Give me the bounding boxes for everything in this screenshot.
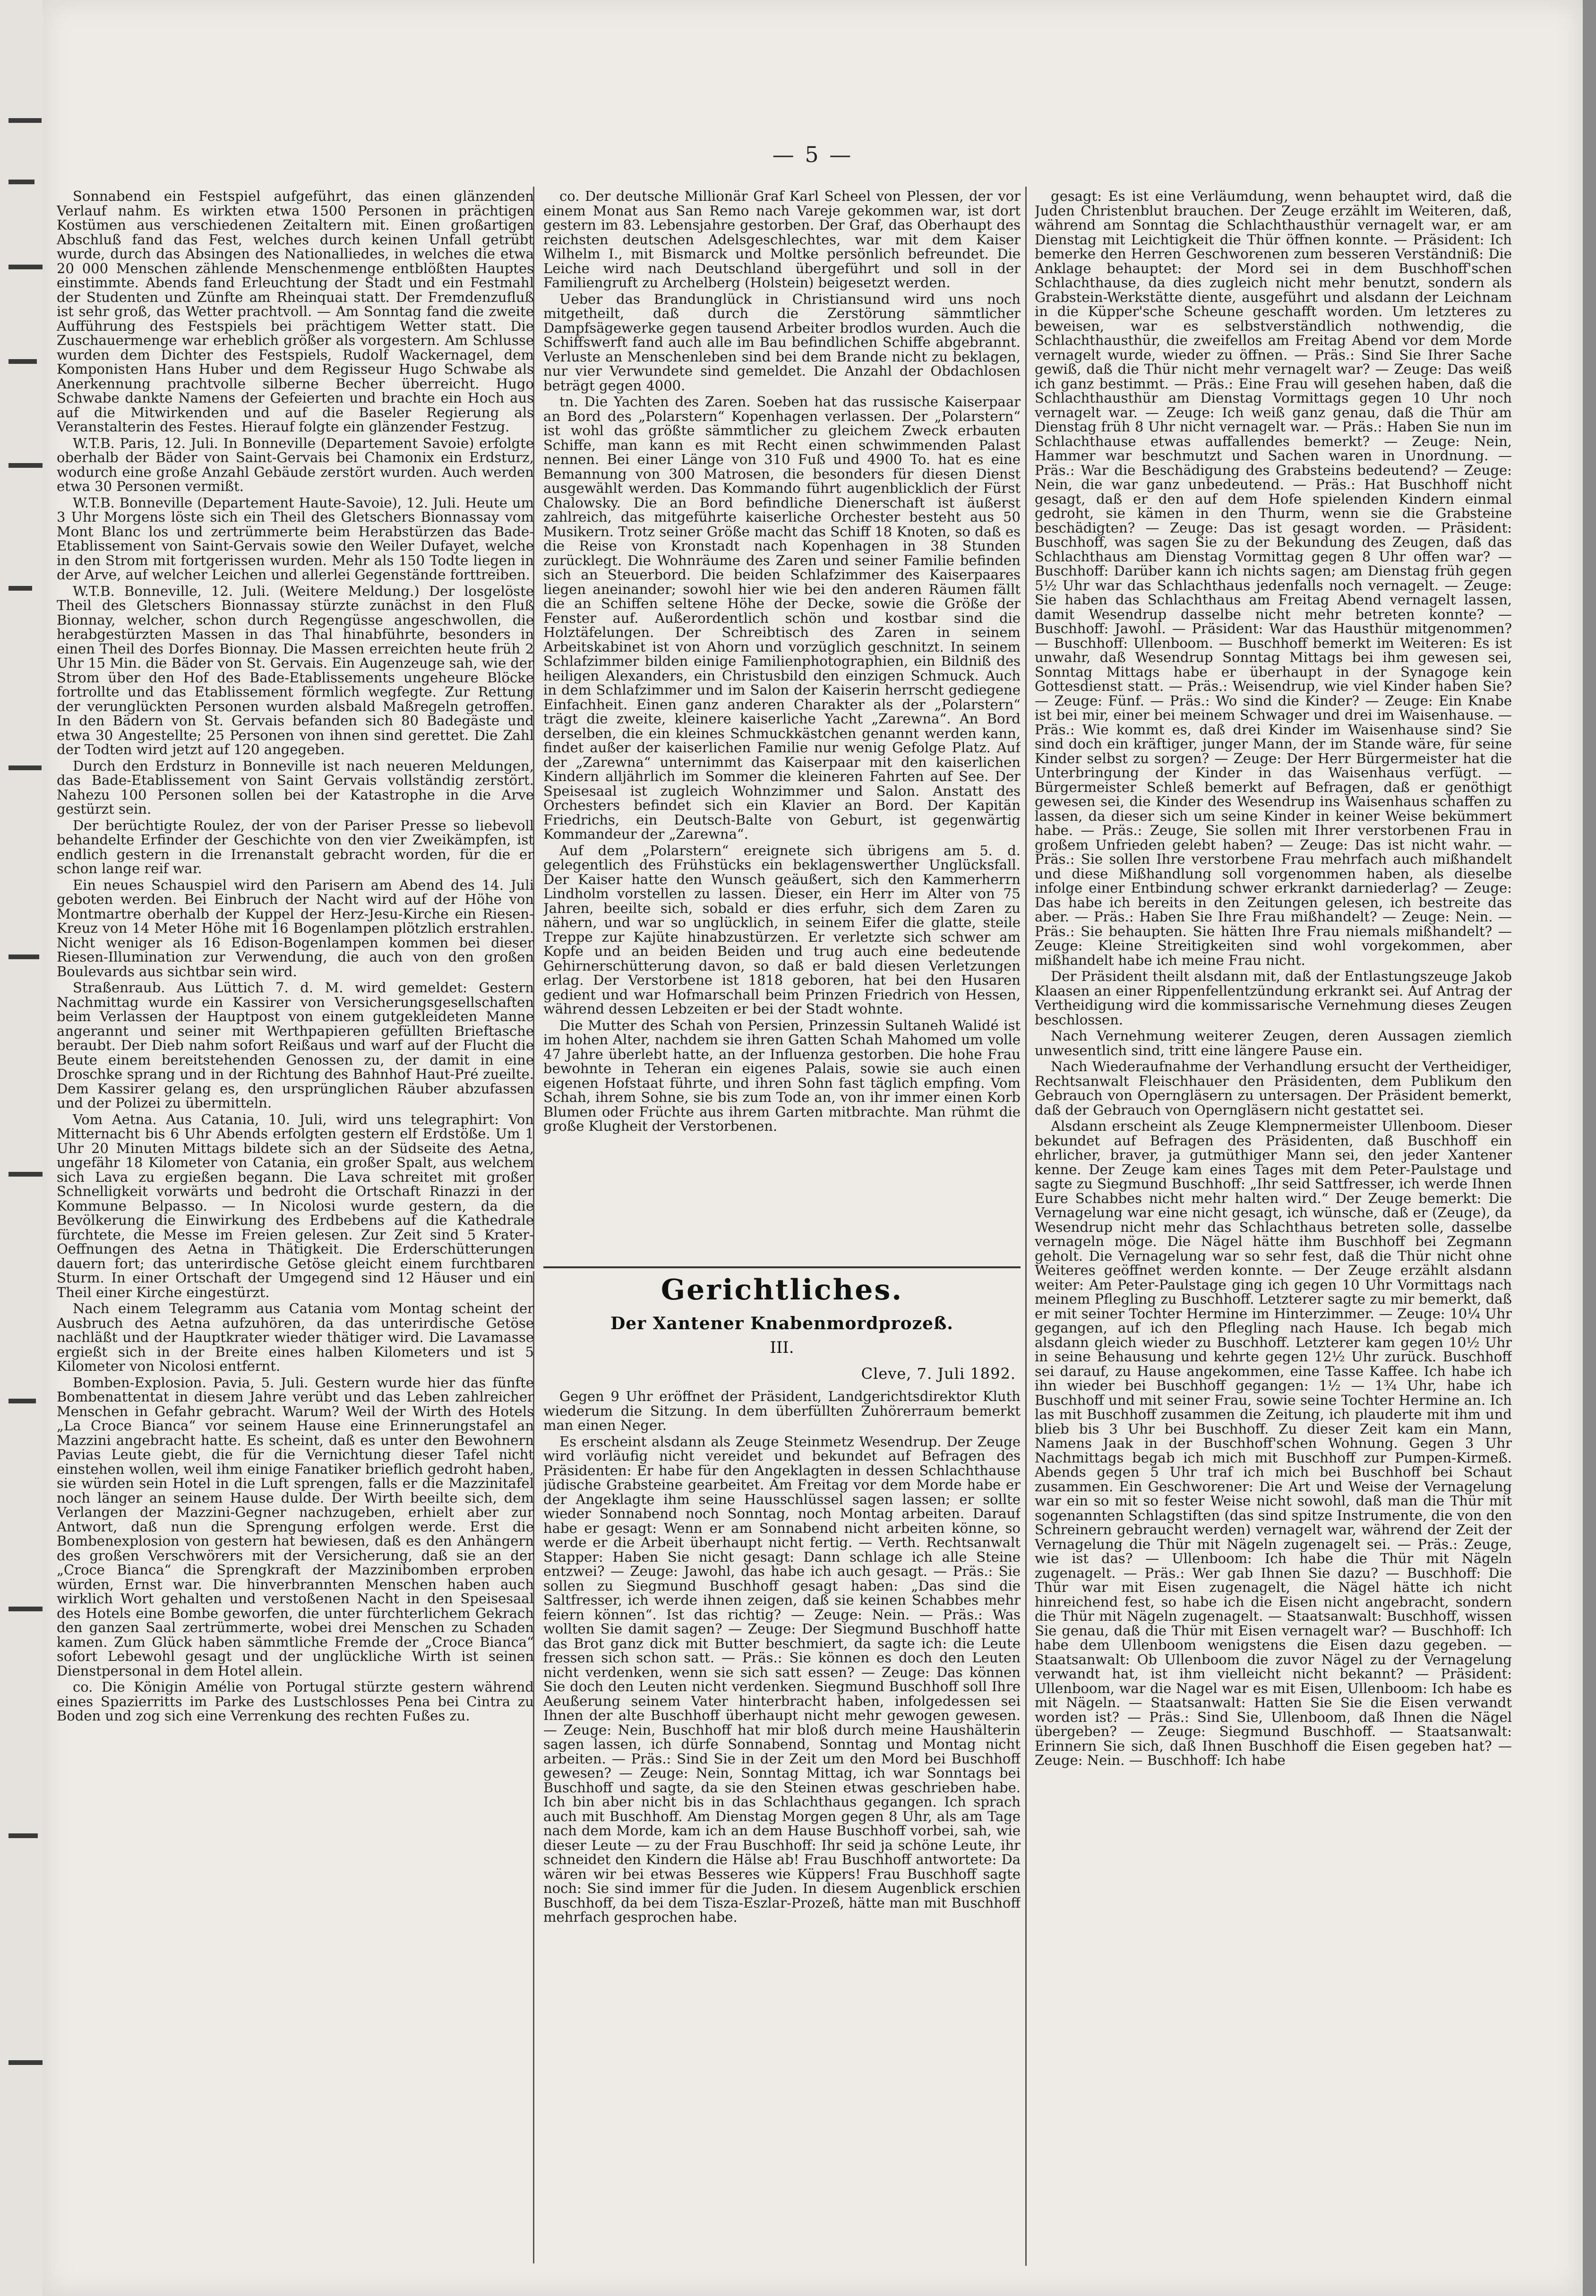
page-number: — 5 — xyxy=(772,142,853,167)
trial-part: III. xyxy=(770,1338,794,1357)
article-bonneville-weitere: W.T.B. Bonneville, 12. Juli. (Weitere Meldung.) Der losgelöste Theil des Gletschers Bionnassay stürzte zunächst in den Fluß Bionnay, welcher, schon durch Regengüsse angeschwollen, die herabgestürzten Massen in das Thal hinabführte, besonders in einen Theil des Dorfes Bionnay. Die Massen erreichten heute früh 2 Uhr 15 Min. die Bäder von St. Gervais. Ein Augenzeuge sah, wie der Strom über den Hof des Bade-Etablissements ungeheure Blöcke fortrollte und das Etablissement förmlich wegfegte. Zur Rettung der verunglückten Personen wurden alsbald Maßregeln getroffen. In den Bädern von St. Gervais befanden sich 80 Badegäste und etwa 30 Angestellte; 25 Personen von ihnen sind gerettet. Die Zahl der Todten wird jetzt auf 120 angegeben. xyxy=(57,583,534,757)
article-festspiel: Sonnabend ein Festspiel aufgeführt, das einen glänzenden Verlauf nahm. Es wirkten etwa 1500 Personen in prächtigen Kostümen aus verschiedenen Zeitaltern mit. Einen großartigen Abschluß fand das Fest, welches durch keinen Unfall getrübt wurde, durch das Absingen des Nationalliedes, in welches die etwa 20 000 Menschen zählende Menschenmenge entblößten Hauptes einstimmte. Abends fand Erleuchtung der Stadt und ein Festmahl der Studenten und Zünfte am Rheinquai statt. Der Fremdenzufluß ist sehr groß, das Wetter prachtvoll. — Am Sonntag fand die zweite Aufführung des Festspiels bei prächtigem Wetter statt. Die Zuschauermenge war erheblich größer als vorgestern. Am Schlusse wurden dem Dichter des Festspiels, Rudolf Wackernagel, dem Komponisten Hans Huber und dem Regisseur Hugo Schwabe als Anerkennung prachtvolle silberne Becher überreicht. Hugo Schwabe dankte Namens der Gefeierten und brachte ein Hoch aus auf die Mitwirkenden und auf die Baseler Regierung als Veranstalterin des Festes. Hierauf folgte ein glänzender Festzug. xyxy=(57,189,534,435)
article-millionaer: co. Der deutsche Millionär Graf Karl Scheel von Plessen, der vor einem Monat aus San Remo nach Vareje gekommen war, ist dort gestern im 83. Lebensjahre gestorben. Der Graf, das Oberhaupt des reichsten deutschen Adelsgeschlechtes, war mit dem Kaiser Wilhelm I., mit Bismarck und Moltke persönlich befreundet. Die Leiche wird nach Deutschland übergeführt und soll in der Familiengruft zu Archelberg (Holstein) beigesetzt werden. xyxy=(543,189,1021,291)
article-strassenraub: Straßenraub. Aus Lüttich 7. d. M. wird gemeldet: Gestern Nachmittag wurde ein Kassirer von Versicherungsgesellschaften beim Verlassen der Hauptpost von einem gutgekleideten Manne angerannt und seiner mit Werthpapieren gefüllten Brieftasche beraubt. Der Dieb nahm sofort Reißaus und warf auf der Flucht die Beute einem bereitstehenden Genossen zu, der damit in eine Droschke sprang und in der Richtung des Bahnhof Haut-Pré zueilte. Dem Kassirer gelang es, den ursprünglichen Räuber abzufassen und der Polizei zu übermitteln. xyxy=(57,980,534,1111)
column-1 xyxy=(57,189,534,2263)
trial-opening: Gegen 9 Uhr eröffnet der Präsident, Landgerichtsdirektor Kluth wiederum die Sitzung. In dem überfüllten Zuhörerraum bemerkt man einen Neger. xyxy=(543,1389,1021,1433)
article-brandunglueck: Ueber das Brandunglück in Christiansund wird uns noch mitgetheilt, daß durch die Zerstörung sämmtlicher Dampfsägewerke gegen tausend Arbeiter brodlos wurden. Auch die Schiffswerft fand auch alle im Bau befindlichen Schiffe abgebrannt. Verluste an Menschenleben sind bei dem Brande nicht zu beklagen, nur vier Verwundete sind gemeldet. Die Anzahl der Obdachlosen beträgt gegen 4000. xyxy=(543,291,1021,394)
trial-klaasen: Der Präsident theilt alsdann mit, daß der Entlastungszeuge Jakob Klaasen an einer Rippenfellentzündung erkrankt sei. Auf Antrag der Vertheidigung wird die kommissarische Vernehmung dieses Zeugen beschlossen. xyxy=(1035,968,1512,1028)
trial-continued: gesagt: Es ist eine Verläumdung, wenn behauptet wird, daß die Juden Christenblut brauchen. Der Zeuge erzählt im Weiteren, daß, während am Sonntag die Schlachthausthür vernagelt war, er am Dienstag mit Leichtigkeit die Thür öffnen konnte. — Präsident: Ich bemerke den Herren Geschworenen zum besseren Verständniß: Die Anklage behauptet: der Mord sei in dem Buschhoff'schen Schlachthause, da dies zugleich nicht mehr benutzt, sondern als Grabstein-Werkstätte diente, ausgeführt und alsdann der Leichnam in die Küpper'sche Scheune geschafft worden. Um letzteres zu beweisen, war es selbstverständlich nothwendig, die Schlachthausthür, die zweifellos am Freitag Abend vor dem Morde vernagelt wurde, wieder zu öffnen. — Präs.: Sind Sie Ihrer Sache gewiß, daß die Thür nicht mehr vernagelt war? — Zeuge: Das weiß ich ganz bestimmt. — Präs.: Eine Frau will gesehen haben, daß die Schlachthausthür am Dienstag Vormittags gegen 10 Uhr noch vernagelt war. — Zeuge: Ich weiß ganz genau, daß die Thür am Dienstag früh 8 Uhr nicht vernagelt war. — Präs.: Haben Sie nun im Schlachthause etwas auffallendes bemerkt? — Zeuge: Nein, Hammer war beschmutzt und Sachen waren in Unordnung. — Präs.: War die Beschädigung des Grabsteins bedeutend? — Zeuge: Nein, die war ganz unbedeutend. — Präs.: Hat Buschhoff nicht gesagt, daß er den auf dem Hofe spielenden Kindern einmal gedroht, sie kämen in den Thurm, wenn sie die Grabsteine beschädigten? — Zeuge: Das ist gesagt worden. — Präsident: Buschhoff, was sagen Sie zu der Bekundung des Zeugen, daß das Schlachthaus am Dienstag Vormittag gegen 8 Uhr offen war? — Buschhoff: Darüber kann ich nichts sagen; am Dienstag früh gegen 5½ Uhr war das Schlachthaus jedenfalls noch vernagelt. — Zeuge: Sie haben das Schlachthaus am Freitag Abend vernagelt lassen, damit Wesendrup dasselbe nicht mehr betreten konnte? — Buschhoff: Jawohl. — Präsident: War das Hausthür mitgenommen? — Buschhoff: Ullenboom. — Buschhoff bemerkt im Weiteren: Es ist unwahr, daß Wesendrup Sonntag Mittags bei ihm gewesen sei, Sonntag Mittags habe er überhaupt in der Synagoge kein Gottesdienst statt. — Präs.: Weisendrup, wie viel Kinder haben Sie? — Zeuge: Fünf. — Präs.: Wo sind die Kinder? — Zeuge: Ein Knabe ist bei mir, einer bei meinem Schwager und drei im Waisenhause. — Präs.: Wie kommt es, daß drei Kinder im Waisenhause sind? Sie sind doch ein kräftiger, junger Mann, der im Stande wäre, für seine Kinder selbst zu sorgen? — Zeuge: Der Herr Bürgermeister hat die Unterbringung der Kinder in das Waisenhaus verfügt. — Bürgermeister Schleß bemerkt auf Befragen, daß er genöthigt gewesen sei, die Kinder des Wesendrup ins Waisenhaus schaffen zu lassen, da dieser sich um seine Kinder in keiner Weise bekümmert habe. — Präs.: Zeuge, Sie sollen mit Ihrer verstorbenen Frau in großem Unfrieden gelebt haben? — Zeuge: Das ist nicht wahr. — Präs.: Sie sollen Ihre verstorbene Frau mehrfach auch mißhandelt und diese Mißhandlung soll vorgenommen haben, als dieselbe infolge einer Entbindung schwer erkrankt darniederlag? — Zeuge: Das habe ich bereits in den Zeitungen gelesen, ich bestreite das aber. — Präs.: Haben Sie Ihre Frau mißhandelt? — Zeuge: Nein. — Präs.: Sie behaupten. Sie hätten Ihre Frau niemals mißhandelt? — Zeuge: Kleine Streitigkeiten sind wohl vorgekommen, aber mißhandelt habe ich meine Frau nicht. xyxy=(1035,189,1512,968)
article-mutter-schah: Die Mutter des Schah von Persien, Prinzessin Sultaneh Walidé ist im hohen Alter, nachdem sie ihren Gatten Schah Mahomed um volle 47 Jahre überlebt hatte, an der Influenza gestorben. Die hohe Frau bewohnte in Teheran ein eigenes Palais, sowie sie auch einen eigenen Hofstaat führte, und ihren Sohn fast täglich empfing. Vom Schah, ihrem Sohne, sie bis zum Tode an, von ihr immer einen Korb Blumen oder Früchte aus ihrem Garten mitbrachte. Man rühmt die große Klugheit der Verstorbenen. xyxy=(543,1017,1021,1134)
section-title: Gerichtliches. xyxy=(661,1273,903,1307)
trial-operngläser: Nach Wiederaufnahme der Verhandlung ersucht der Vertheidiger, Rechtsanwalt Fleischhauer den Präsidenten, dem Publikum den Gebrauch von Operngläsern zu untersagen. Der Präsident bemerkt, daß der Gebrauch von Operngläsern nicht gestattet sei. xyxy=(1035,1058,1512,1118)
trial-witness-ullenboom: Alsdann erscheint als Zeuge Klempnermeister Ullenboom. Dieser bekundet auf Befragen des Präsidenten, daß Buschhoff ein ehrlicher, braver, ja gutmüthiger Mann sei, den jeder Xantener kenne. Der Zeuge kam eines Tages mit dem Peter-Paulstage und sagte zu Siegmund Buschhoff: „Ihr seid Sattfresser, ich werde Ihnen Eure Schabbes nicht mehr halten wird.“ Der Zeuge bemerkt: Die Vernagelung war eine nicht gesagt, ich wünsche, daß er (Zeuge), da Wesendrup nicht mehr das Schlachthaus betreten solle, dasselbe vernageln möge. Die Nägel hätte ihm Buschhoff bei Zegmann geholt. Die Vernagelung war so sehr fest, daß die Thür nicht ohne Weiteres geöffnet werden konnte. — Der Zeuge erzählt alsdann weiter: Am Peter-Paulstage ging ich gegen 10 Uhr Vormittags nach meinem Pflegling zu Buschhoff. Letzterer sagte zu mir bemerkt, daß er mit seiner Tochter Hermine im Hinterzimmer. — Zeuge: 10¼ Uhr gegangen, auf ich den Pflegling nach Hause. Ich begab mich alsdann gleich wieder zu Buschhoff. Letzterer kam gegen 10½ Uhr in seine Behausung und kehrte gegen 12½ Uhr zurück. Buschhoff sei darauf, zu Hause angekommen, eine Tasse Kaffee. Ich habe ich ihn wieder bei Buschhoff gegangen: 1½ — 1¾ Uhr, habe ich Buschhoff und mit seiner Frau, sowie seine Tochter Hermine an. Ich las mit Buschhoff zusammen die Zeitung, ich plauderte mit ihm und blieb bis 3 Uhr bei Buschhoff. Zu dieser Zeit kam ein Mann, Namens Jaak in der Buschhoff'schen Wohnung. Gegen 3 Uhr Nachmittags begab ich mich mit Buschhoff zur Pumpen-Kirmeß. Abends gegen 5 Uhr traf ich mich bei Buschhoff bei Schaut zusammen. Ein Geschworener: Die Art und Weise der Vernagelung war ein so mit so fester Weise nicht sowohl, daß man die Thür mit sogenannten Schlagstiften (das sind spitze Instrumente, die von den Schreinern gebraucht werden) vernagelt war, während der Zeit der Vernagelung die Thür mit Nägeln zugenagelt sei. — Präs.: Zeuge, wie ist das? — Ullenboom: Ich habe die Thür mit Nägeln zugenagelt. — Präs.: Wer gab Ihnen Sie dazu? — Buschhoff: Die Thür war mit Eisen zugenagelt, die Nägel hätte ich nicht hinreichend fest, so habe ich die Eisen nicht angebracht, sondern die Thür mit Nägeln zugenagelt. — Staatsanwalt: Buschhoff, wissen Sie genau, daß die Thür mit Eisen vernagelt war? — Buschhoff: Ich habe dem Ullenboom wenigstens die Eisen dazu gegeben. — Staatsanwalt: Ob Ullenboom die zuvor Nägel zu der Vernagelung verwandt hat, ist ihm vielleicht nicht bekannt? — Präsident: Ullenboom, war die Nagel war es mit Eisen, Ullenboom: Ich habe es mit Nägeln. — Staatsanwalt: Hatten Sie Sie die Eisen verwandt worden ist? — Präs.: Sind Sie, Ullenboom, daß Ihnen die Nägel übergeben? — Zeuge: Siegmund Buschhoff. — Staatsanwalt: Erinnern Sie sich, daß Ihnen Buschhoff die Eisen gegeben hat? — Zeuge: Nein. — Buschhoff: Ich habe xyxy=(1035,1118,1512,1768)
column-2-trial xyxy=(543,1389,1021,2263)
article-roulez: Der berüchtigte Roulez, der von der Pariser Presse so liebevoll behandelte Erfinder der Geschichte von den vier Zweikämpfen, ist endlich gestern in die Irrenanstalt gebracht worden, für die er schon lange reif war. xyxy=(57,817,534,877)
column-rule-2 xyxy=(1025,187,1027,2266)
article-schauspiel: Ein neues Schauspiel wird den Parisern am Abend des 14. Juli geboten werden. Bei Einbruch der Nacht wird auf der Höhe von Montmartre oberhalb der Kuppel der Herz-Jesu-Kirche ein Riesen-Kreuz von 14 Meter Höhe mit 16 Bogenlampen plötzlich erstrahlen. Nicht weniger als 16 Edison-Bogenlampen kommen bei dieser Riesen-Illumination zur Verwendung, die auch von den großen Boulevards aus sichtbar sein wird. xyxy=(57,877,534,980)
section-separator xyxy=(543,1266,1021,1268)
column-2 xyxy=(543,189,1021,1266)
article-bomben-explosion: Bomben-Explosion. Pavia, 5. Juli. Gestern wurde hier das fünfte Bombenattentat in diesem Jahre verübt und das Leben zahlreicher Menschen in Gefahr gebracht. Warum? Weil der Wirth des Hotels „La Croce Bianca“ vor seinem Hause eine Erinnerungstafel an Mazzini angebracht hatte. Es scheint, daß es unter den Bewohnern Pavias Leute giebt, die für die Vernichtung dieser Tafel nicht einstehen wollen, weil ihm einige Fanatiker brieflich gedroht haben, sie würden sein Hotel in die Luft sprengen, falls er die Mazzinitafel noch länger an seinem Hause dulde. Der Wirth beeilte sich, dem Verlangen der Mazzini-Gegner nachzugeben, erhielt aber zur Antwort, daß nun die Sprengung erfolgen werde. Erst die Bombenexplosion von gestern hat bewiesen, daß es den Anhängern des großen Verschwörers mit der Versicherung, daß sie an der „Croce Bianca“ die Sprengkraft der Mazzinibomben erproben würden, Ernst war. Die hinverbrannten Menschen haben auch wirklich Wort gehalten und verstoßenen Nacht in den Speisesaal des Hotels eine Bombe geworfen, die unter fürchterlichem Gekrach den ganzen Saal zertrümmerte, wobei drei Menschen zu Schaden kamen. Zum Glück haben sämmtliche Fremde der „Croce Bianca“ sofort Lebewohl gesagt und der unglückliche Wirth ist seinen Dienstpersonal in dem Hotel allein. xyxy=(57,1374,534,1679)
column-3 xyxy=(1035,189,1512,2263)
article-polarstern-unfall: Auf dem „Polarstern“ ereignete sich übrigens am 5. d. gelegentlich des Frühstücks ein beklagenswerther Unglücksfall. Der Kaiser hatte den Wunsch geäußert, sich den Kammerherrn Lindholm vorstellen zu lassen. Dieser, ein Herr im Alter von 75 Jahren, beeilte sich, sobald er dies erfuhr, sich dem Zaren zu nähern, und war so unglücklich, in seinem Eifer die glatte, steile Treppe zur Kajüte hinabzustürzen. Er verletzte sich schwer am Kopfe und an beiden Beiden und trug auch eine bedeutende Gehirnerschütterung davon, so daß er bald diesen Verletzungen erlag. Der Verstorbene ist 1818 geboren, hat bei den Husaren gedient und war Hofmarschall beim Prinzen Friedrich von Hessen, während dessen Lebzeiten er bei der Stadt wohnte. xyxy=(543,842,1021,1017)
trial-pause: Nach Vernehmung weiterer Zeugen, deren Aussagen ziemlich unwesentlich sind, tritt eine längere Pause ein. xyxy=(1035,1028,1512,1058)
article-bonneville-gletscher: W.T.B. Bonneville (Departement Haute-Savoie), 12. Juli. Heute um 3 Uhr Morgens löste sich ein Theil des Gletschers Bionnassay vom Mont Blanc los und zertrümmerte beim Herabstürzen das Bade-Etablissement von Saint-Gervais sowie den Weiler Dufayet, welche in den Strom mit fortgerissen wurden. Mehr als 150 Todte liegen in der Arve, auf welcher Leichen und allerlei Gegenstände forttreiben. xyxy=(57,494,534,583)
article-yachten-zaren: tn. Die Yachten des Zaren. Soeben hat das russische Kaiserpaar an Bord des „Polarstern“ Kopenhagen verlassen. Der „Polarstern“ ist wohl das größte sämmtlicher zu gleichem Zweck erbauten Schiffe, man kann es mit Recht einen schwimmenden Palast nennen. Bei einer Länge von 310 Fuß und 4900 To. hat es eine Bemannung von 300 Matrosen, die besonders für diesen Dienst ausgewählt werden. Das Kommando führt augenblicklich der Fürst Chalowsky. Die an Bord befindliche Dienerschaft ist äußerst zahlreich, das mitgeführte kaiserliche Orchester besteht aus 50 Musikern. Trotz seiner Größe macht das Schiff 18 Knoten, so daß es die Reise von Kronstadt nach Kopenhagen in 38 Stunden zurücklegt. Die Wohnräume des Zaren und seiner Familie befinden sich an Steuerbord. Die beiden Schlafzimmer des Kaiserpaares liegen aneinander; sowohl hier wie bei den anderen Räumen fällt die an Schiffen seltene Höhe der Decke, sowie die Größe der Fenster auf. Außerordentlich schön und kostbar sind die Holztäfelungen. Der Schreibtisch des Zaren in seinem Arbeitskabinet ist von Ahorn und vorzüglich geschnitzt. In seinem Schlafzimmer bilden einige Familienphotographien, ein Bildniß des heiligen Alexanders, ein Christusbild den einzigen Schmuck. Auch in dem Schlafzimmer und im Salon der Kaiserin herrscht gediegene Einfachheit. Einen ganz anderen Charakter als der „Polarstern“ trägt die zweite, kleinere kaiserliche Yacht „Zarewna“. An Bord derselben, die ein kleines Schmuckkästchen genannt werden kann, findet außer der kaiserlichen Familie nur wenig Gefolge Platz. Auf der „Zarewna“ unternimmt das Kaiserpaar mit den kaiserlichen Kindern alljährlich im Sommer die kleineren Fahrten auf See. Der Speisesaal ist zugleich Wohnzimmer und Salon. Anstatt des Orchesters befindet sich ein Klavier an Bord. Der Kapitän Friedrichs, ein Deutsch-Balte von Geburt, ist gegenwärtig Kommandeur der „Zarewna“. xyxy=(543,394,1021,842)
article-bonneville-bad: Durch den Erdsturz in Bonneville ist nach neueren Meldungen, das Bade-Etablissement von Saint Gervais vollständig zerstört. Nahezu 100 Personen sollen bei der Katastrophe in die Arve gestürzt sein. xyxy=(57,757,534,817)
article-koenigin-amelie: co. Die Königin Amélie von Portugal stürzte gestern während eines Spazierritts im Parke des Lustschlosses Pena bei Cintra zu Boden und zog sich eine Verrenkung des rechten Fußes zu. xyxy=(57,1679,534,1724)
trial-witness-wesendrup: Es erscheint alsdann als Zeuge Steinmetz Wesendrup. Der Zeuge wird vorläufig nicht vereidet und bekundet auf Befragen des Präsidenten: Er habe für den Angeklagten in dessen Schlachthause jüdische Grabsteine gearbeitet. Am Freitag vor dem Morde habe er der Angeklagte ihm seine Hausschlüssel sagen lassen; er sollte wieder Sonnabend noch Sonntag, noch Montag arbeiten. Darauf habe er gesagt: Wenn er am Sonnabend nicht arbeiten könne, so werde er die Arbeit überhaupt nicht fertig. — Verth. Rechtsanwalt Stapper: Haben Sie nicht gesagt: Dann schlage ich alle Steine entzwei? — Zeuge: Jawohl, das habe ich auch gesagt. — Präs.: Sie sollen zu Siegmund Buschhoff gesagt haben: „Das sind die Saltfresser, ich werde ihnen zeigen, daß sie keinen Schabbes mehr feiern können“. Ist das richtig? — Zeuge: Nein. — Präs.: Was wollten Sie damit sagen? — Zeuge: Der Siegmund Buschhoff hatte das Brot ganz dick mit Butter beschmiert, da sagte ich: die Leute fressen sich schon satt. — Präs.: Sie können es doch den Leuten nicht verdenken, wenn sie sich satt essen? — Zeuge: Das können Sie doch den Leuten nicht verdenken. Siegmund Buschhoff soll Ihre Aeußerung seinem Vater hinterbracht haben, infolgedessen sei Ihnen der alte Buschhoff überhaupt nicht mehr gewogen gewesen. — Zeuge: Nein, Buschhoff hat mir bloß durch meine Haushälterin sagen lassen, ich dürfe Sonnabend, Sonntag und Montag nicht arbeiten. — Präs.: Sind Sie in der Zeit um den Mord bei Buschhoff gewesen? — Zeuge: Nein, Sonntag Mittag, ich war Sonntags bei Buschhoff und sagte, da sie den Steinen etwas geschrieben habe. Ich bin aber nicht bis in das Schlachthaus gegangen. Ich sprach auch mit Buschhoff. Am Dienstag Morgen gegen 8 Uhr, als am Tage nach dem Morde, kam ich an dem Hause Buschhoff vorbei, sah, wie dieser Leute — zu der Frau Buschhoff: Ihr seid ja schöne Leute, ihr schneidet den Kindern die Hälse ab! Frau Buschhoff antwortete: Da wären wir bei etwas Besseres wie Küppers! Frau Buschhoff sagte noch: Sie sind immer für die Juden. In diesem Augenblick erschien Buschhoff, da bei dem Tisza-Eszlar-Prozeß, hätte man mit Buschhoff mehrfach gesprochen habe. xyxy=(543,1433,1021,1925)
article-paris-erdsturz: W.T.B. Paris, 12. Juli. In Bonneville (Departement Savoie) erfolgte oberhalb der Bäder von Saint-Gervais bei Chamonix ein Erdsturz, wodurch eine große Anzahl Gebäude zerstört wurden. Auch werden etwa 30 Personen vermißt. xyxy=(57,435,534,494)
article-aetna-telegramm: Nach einem Telegramm aus Catania vom Montag scheint der Ausbruch des Aetna aufzuhören, da das unterirdische Getöse nachläßt und der Hauptkrater wieder thätiger wird. Die Lavamasse ergießt sich in der Breite eines halben Kilometers und ist 5 Kilometer von Nicolosi entfernt. xyxy=(57,1300,534,1374)
trial-headline: Der Xantener Knabenmordprozeß. xyxy=(610,1314,953,1333)
article-aetna: Vom Aetna. Aus Catania, 10. Juli, wird uns telegraphirt: Von Mitternacht bis 6 Uhr Abends erfolgten gestern elf Erdstöße. Um 1 Uhr 20 Minuten Mittags bildete sich an der Südseite des Aetna, ungefähr 18 Kilometer von Catania, ein großer Spalt, aus welchem sich Lava zu ergießen begann. Die Lava schreitet mit großer Schnelligkeit vorwärts und bedroht die Ortschaft Rinazzi in der Kommune Belpasso. — In Nicolosi wurde gestern, da die Bevölkerung die Einwirkung des Erdbebens auf die Kathedrale fürchtete, die Messe im Freien gelesen. Zur Zeit sind 5 Krater-Oeffnungen des Aetna in Thätigkeit. Die Erderschütterungen dauern fort; das unterirdische Getöse gleicht einem furchtbaren Sturm. In einer Ortschaft der Umgegend sind 12 Häuser und ein Theil einer Kirche eingestürzt. xyxy=(57,1111,534,1300)
trial-dateline: Cleve, 7. Juli 1892. xyxy=(861,1365,1016,1383)
